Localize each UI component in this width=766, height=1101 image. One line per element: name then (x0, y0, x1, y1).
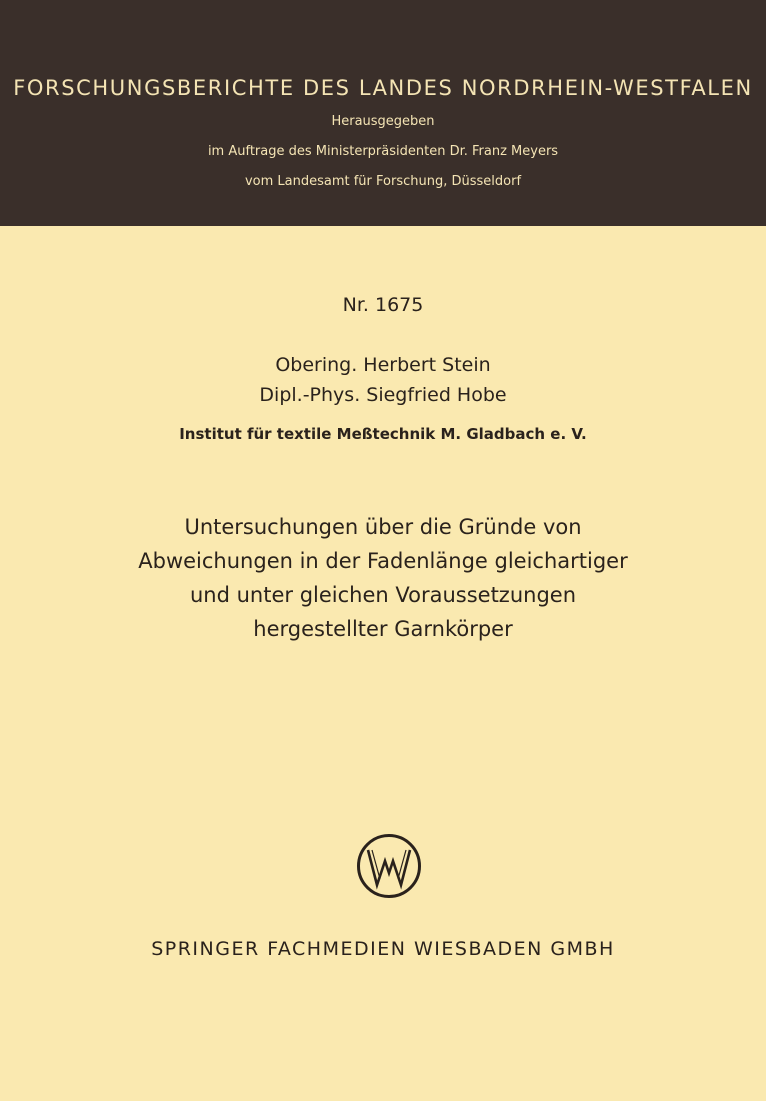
title-line: und unter gleichen Voraussetzungen (189, 583, 577, 607)
springer-logo-icon (356, 833, 422, 899)
title-line: hergestellter Garnkörper (253, 617, 513, 641)
office-line: vom Landesamt für Forschung, Düsseldorf (244, 174, 522, 189)
title-line: Abweichungen in der Fadenlänge gleichartiger (138, 549, 628, 573)
commission-line: im Auftrage des Ministerpräsidenten Dr. Franz Meyers (207, 144, 559, 159)
title-line: Untersuchungen über die Gründe von (184, 515, 582, 539)
author-name: Obering. Herbert Stein (275, 354, 491, 376)
author-name: Dipl.-Phys. Siegfried Hobe (259, 384, 507, 406)
editor-line: Herausgegeben (331, 114, 435, 129)
report-number: Nr. 1675 (342, 294, 424, 316)
series-header (0, 0, 766, 226)
institute-name: Institut für textile Meßtechnik M. Gladbach e. V. (179, 425, 587, 443)
publisher-name: SPRINGER FACHMEDIEN WIESBADEN GMBH (151, 938, 615, 960)
series-title: FORSCHUNGSBERICHTE DES LANDES NORDRHEIN-WESTFALEN (13, 76, 753, 100)
report-title (0, 510, 766, 646)
